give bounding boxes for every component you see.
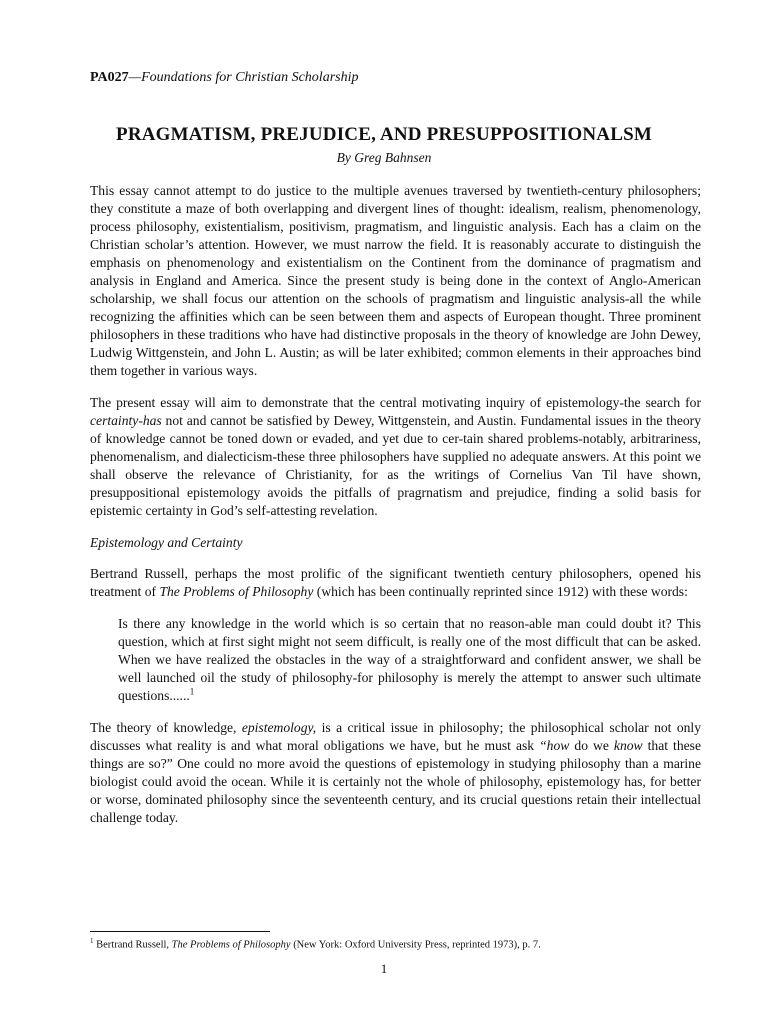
text-span: is a critical issue in philosophy; the philosophical scholar not only discusses what reality is and what moral obligations we have, but he must ask [90, 720, 702, 753]
emphasis-text: “how [539, 738, 570, 753]
text-span: do we [569, 738, 614, 753]
series-header [90, 70, 358, 86]
text-span: (which has been continually reprinted since 1912) with these words: [313, 584, 688, 599]
emphasis-text: certainty-has [90, 413, 162, 428]
page-number: 1 [380, 961, 388, 976]
section-heading: Epistemology and Certainty [90, 535, 243, 550]
essay-body [90, 182, 701, 841]
text-span: not and cannot be satisfied by Dewey, Wittgenstein, and Austin. Fundamental issues in the theory of knowledge cannot be toned down or evaded, and yet due to cer-tain shared problems-notably, arbitrariness, phenomenalism, and dialecticism-these three philosophers have supplied no adequate answers. At this point we shall observe the relevance of Christianity, for as the writings of Cornelius Van Til have shown, presuppositional epistemology avoids the pitfalls of pragrnatism and prejudice, finding a solid basis for epistemic certainty in God’s self-attesting revelation. [90, 413, 701, 518]
paragraph-intro: This essay cannot attempt to do justice to the multiple avenues traversed by twentieth-century philosophers; they constitute a maze of both overlapping and divergent lines of thought: idealism, realism, phenomenology, process philosophy, existentialism, positivism, pragmatism, and linguistic analysis. Each has a claim on the Christian scholar’s attention. However, we must narrow the field. It is reasonably accurate to distinguish the emphasis on phenomenology and existentialism on the Continent from the dominance of pragmatism and analysis in England and America. Since the present study is being done in the context of Anglo-American scholarship, we shall focus our attention on the schools of pragmatism and linguistic analysis-all the while recognizing the affinities which can be seen between them and aspects of European thought. Three prominent philosophers in these traditions who have had distinctive proposals in the theory of knowledge are John Dewey, Ludwig Wittgenstein, and John L. Austin; as will be later exhibited; common elements in their approaches bind them together in various ways. [90, 183, 701, 378]
series-code: PA027 [90, 70, 129, 85]
text-span: Bertrand Russell, [93, 939, 172, 951]
emphasis-text: know [613, 738, 643, 753]
essay-byline: By Greg Bahnsen [336, 150, 432, 165]
book-title: The Problems of Philosophy [159, 584, 314, 599]
text-span: (New York: Oxford University Press, reprinted 1973), p. 7. [290, 939, 541, 951]
text-span: that these things are so?” One could no more avoid the questions of epistemology in studying philosophy than a marine biologist could avoid the ocean. While it is certainly not the whole of philosophy, epistemology has, for better or worse, dominated philosophy since the seventeenth century, and its crucial questions retain their intellectual challenge today. [90, 738, 701, 825]
emphasis-text: epistemology, [241, 720, 317, 735]
text-span: Bertrand Russell, perhaps the most prolific of the significant twentieth century philosophers, opened his treatment of [90, 566, 701, 599]
footnote-number: 1 [90, 937, 94, 945]
paragraph-aim [90, 394, 701, 520]
quote-text: Is there any knowledge in the world which is so certain that no reason-able man could doubt it? This question, which at first sight might not seem difficult, is really one of the most difficult that can be asked. When we have realized the obstacles in the way of a straightforward and confident answer, we shall be well launched oil the study of philosophy-for philosophy is merely the attempt to answer such ultimate questions...... [118, 616, 701, 703]
footnote [90, 937, 541, 951]
essay-title: PRAGMATISM, PREJUDICE, AND PRESUPPOSITIONALSM [116, 124, 652, 145]
paragraph-russell [90, 565, 701, 601]
text-span: The theory of knowledge, [90, 720, 242, 735]
book-title: The Problems of Philosophy [171, 939, 291, 951]
footnote-divider [90, 931, 270, 932]
footnote-reference[interactable]: 1 [189, 686, 195, 697]
text-span: The present essay will aim to demonstrate that the central motivating inquiry of epistemology-the search for [90, 395, 701, 410]
paragraph-epistemology [90, 719, 701, 827]
block-quote [118, 615, 701, 705]
series-title: —Foundations for Christian Scholarship [128, 70, 359, 85]
